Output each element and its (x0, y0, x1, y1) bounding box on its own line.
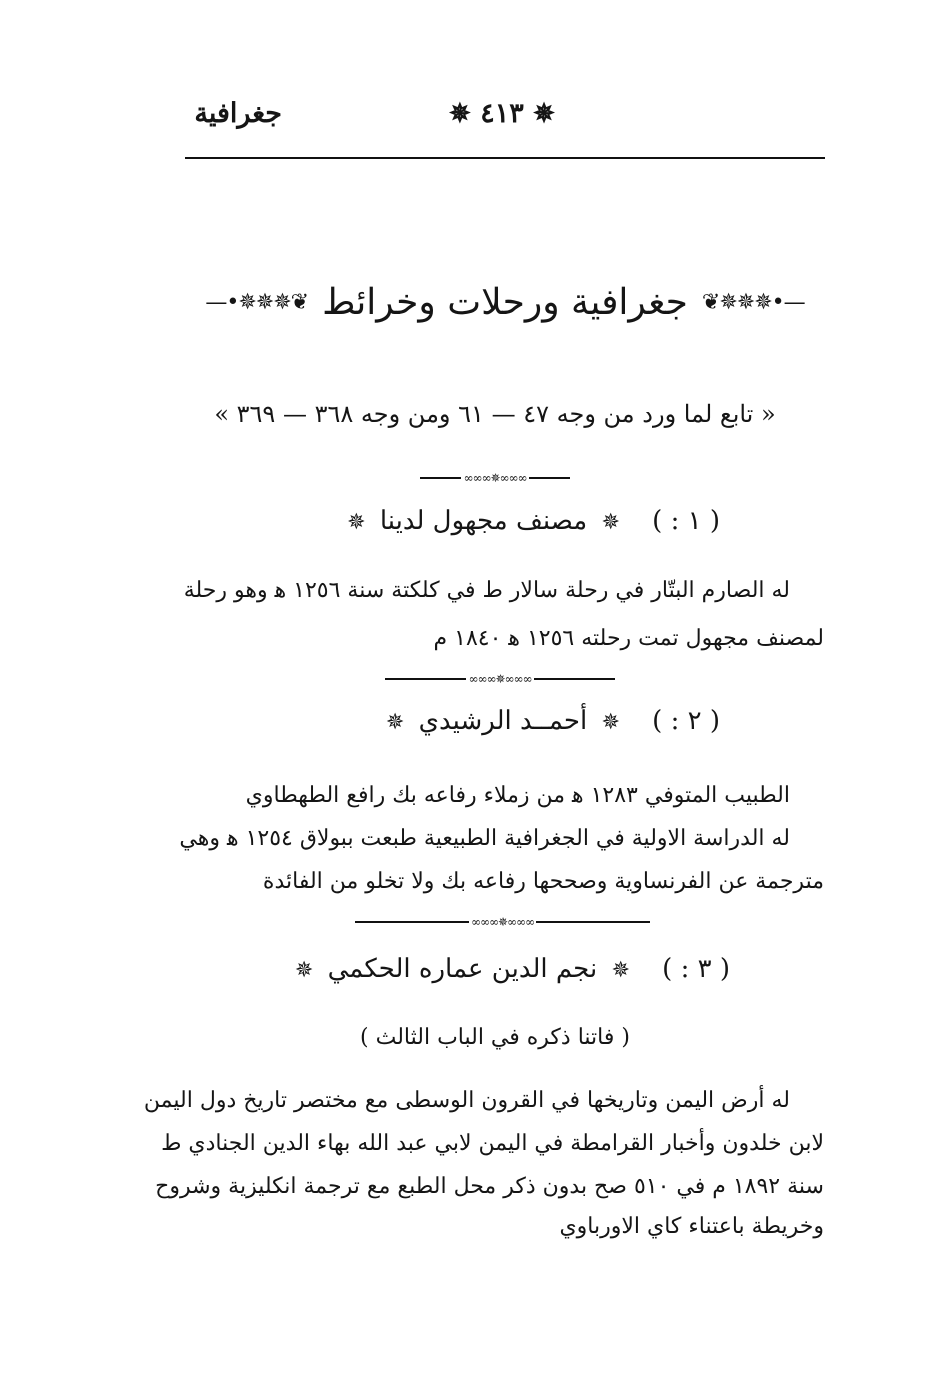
divider (420, 472, 570, 484)
entry-line: مترجمة عن الفرنساوية وصححها رفاعه بك ولا تخلو من الفائدة (262, 869, 824, 894)
header-rule (185, 157, 825, 159)
star-ornament-icon: ✵ (601, 710, 620, 735)
divider-ornament-icon: ∞∞∞✵∞∞∞ (470, 915, 535, 929)
section-title (205, 272, 805, 332)
divider-line (534, 678, 615, 680)
star-ornament-icon: ✵ (385, 710, 405, 735)
title-ornament-right-icon: —•✵✵✵❦ (701, 289, 805, 315)
entry-heading (294, 954, 730, 984)
entry-line: لمصنف مجهول تمت رحلته ١٢٥٦ ﻫ ١٨٤٠ م (433, 626, 824, 651)
star-ornament-icon: ✵ (294, 958, 314, 983)
section-title-text: جغرافية ورحلات وخرائط (322, 281, 688, 323)
entry-note: ( فاتنا ذكره في الباب الثالث ) (360, 1025, 630, 1050)
entry-line: لابن خلدون وأخبار القرامطة في اليمن لابي عبد الله بهاء الدين الجنادي ط (161, 1131, 824, 1156)
page-number: ٤١٣ (480, 98, 524, 129)
running-head: جغرافية (194, 98, 282, 129)
entry-name: مصنف مجهول لدينا (379, 506, 588, 536)
entry-heading (380, 706, 720, 736)
divider-line (529, 477, 570, 479)
entry-number: ( ٣ : ) (662, 954, 730, 984)
divider-ornament-icon: ∞∞∞✵∞∞∞ (468, 672, 532, 686)
divider-line (536, 921, 650, 923)
entry-line: له أرض اليمن وتاريخها في القرون الوسطى مع مختصر تاريخ دول اليمن (143, 1088, 790, 1113)
divider-line (385, 678, 466, 680)
entry-line: وخريطة باعتناء كاي الاورباوي (559, 1214, 824, 1239)
entry-line: سنة ١٨٩٢ م في ٥١٠ صح بدون ذكر محل الطبع مع ترجمة انكليزية وشروح (155, 1174, 824, 1199)
star-ornament-icon: ✵ (601, 510, 620, 535)
title-ornament-left-icon: ❦✵✵✵•— (205, 289, 309, 315)
star-ornament-icon: ✵ (611, 958, 630, 983)
range-note: « تابع لما ورد من وجه ٤٧ — ٦١ ومن وجه ٣٦٨ — ٣٦٩ » (214, 400, 776, 428)
divider (385, 673, 615, 685)
page-number-block (440, 98, 564, 129)
entry-line: له الصارم البتّار في رحلة سالار ط في كلكتة سنة ١٢٥٦ ﻫ وهو رحلة (183, 578, 790, 603)
divider-line (355, 921, 469, 923)
entry-heading (347, 506, 720, 536)
divider (355, 916, 650, 928)
star-ornament-icon: ✵ (347, 510, 366, 535)
star-ornament-icon: ✵ (449, 99, 471, 129)
entry-line: الطبيب المتوفي ١٢٨٣ ﻫ من زملاء رفاعه بك رافع الطهطاوي (245, 783, 790, 808)
entry-number: ( ٢ : ) (652, 706, 720, 736)
entry-line: له الدراسة الاولية في الجغرافية الطبيعية طبعت ببولاق ١٢٥٤ ﻫ وهي (179, 826, 790, 851)
divider-line (420, 477, 461, 479)
star-ornament-icon: ✵ (533, 99, 555, 129)
entry-number: ( ١ : ) (652, 506, 720, 536)
divider-ornament-icon: ∞∞∞✵∞∞∞ (463, 471, 527, 485)
entry-name: نجم الدين عماره الحكمي (327, 954, 598, 984)
entry-name: أحمــد الرشيدي (418, 706, 588, 736)
